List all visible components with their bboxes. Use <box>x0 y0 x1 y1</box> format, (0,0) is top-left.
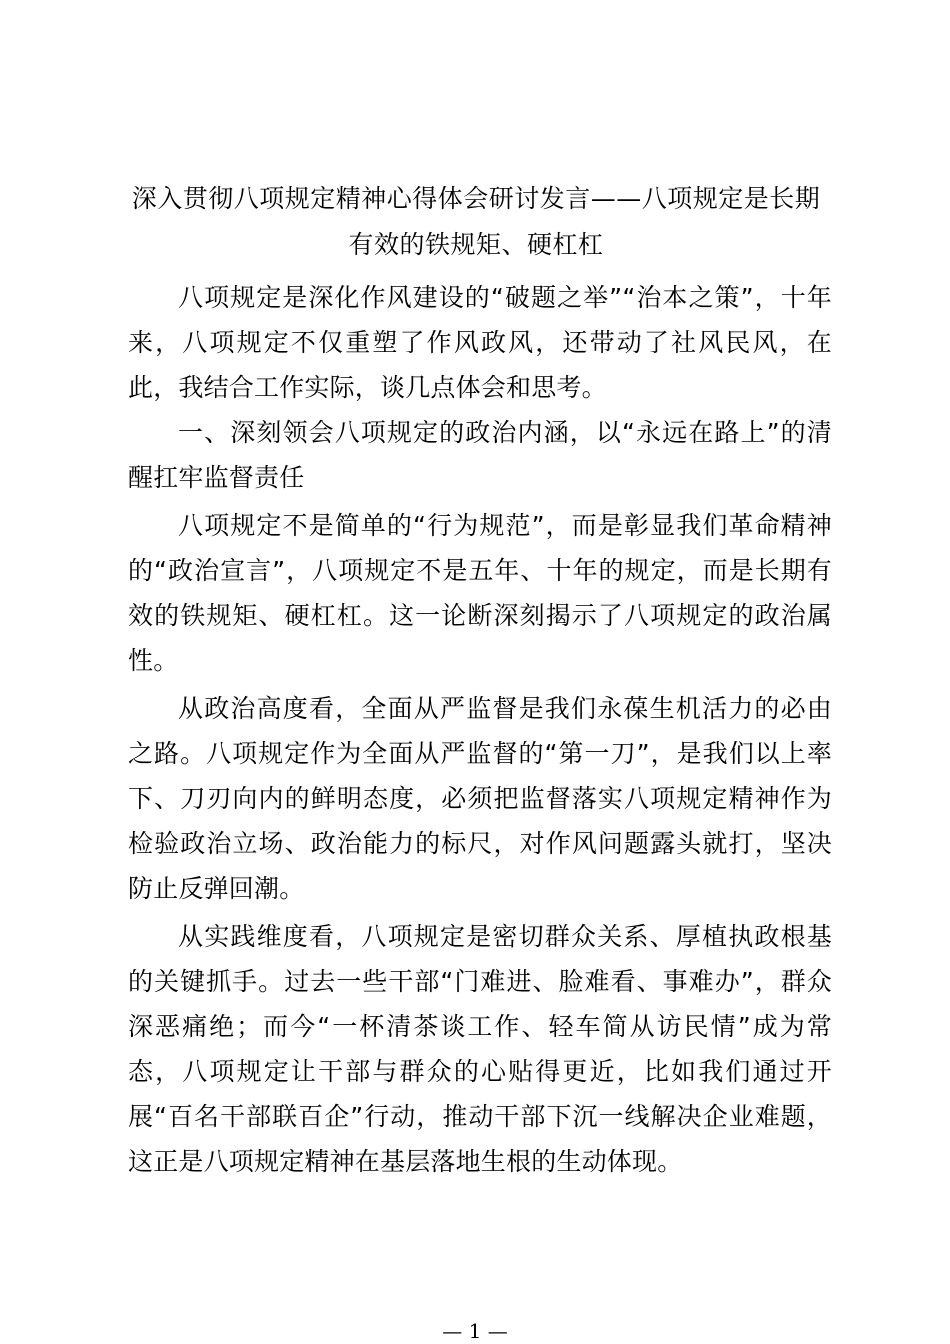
section-heading-1: 一、深刻领会八项规定的政治内涵，以“永远在路上”的清醒扛牢监督责任 <box>128 418 832 492</box>
page-number: — 1 — <box>442 1319 508 1343</box>
paragraph-practice-dimension: 从实践维度看，八项规定是密切群众关系、厚植执政根基的关键抓手。过去一些干部“门难进、脸难看、事难办”，群众深恶痛绝；而今“一杯清茶谈工作、轻车简从访民情”成为常态，八项规定让干部与群众的心贴得更近，比如我们通过开展“百名干部联百企”行动，推动干部下沉一线解决企业难题，这正是八项规定精神在基层落地生根的生动体现。 <box>128 922 832 1176</box>
paragraph-intro: 八项规定是深化作风建设的“破题之举”“治本之策”，十年来，八项规定不仅重塑了作风政风，还带动了社风民风，在此，我结合工作实际，谈几点体会和思考。 <box>128 283 832 402</box>
paragraph-political-height: 从政治高度看，全面从严监督是我们永葆生机活力的必由之路。八项规定作为全面从严监督的“第一刀”，是我们以上率下、刀刃向内的鲜明态度，必须把监督落实八项规定精神作为检验政治立场、政治能力的标尺，对作风问题露头就打，坚决防止反弹回潮。 <box>128 694 832 903</box>
paragraph-political-nature: 八项规定不是简单的“行为规范”，而是彰显我们革命精神的“政治宣言”，八项规定不是五年、十年的规定，而是长期有效的铁规矩、硬杠杠。这一论断深刻揭示了八项规定的政治属性。 <box>128 511 832 675</box>
document-body <box>128 275 832 1184</box>
document-title: 深入贯彻八项规定精神心得体会研讨发言——八项规定是长期有效的铁规矩、硬杠杠 <box>131 184 821 259</box>
